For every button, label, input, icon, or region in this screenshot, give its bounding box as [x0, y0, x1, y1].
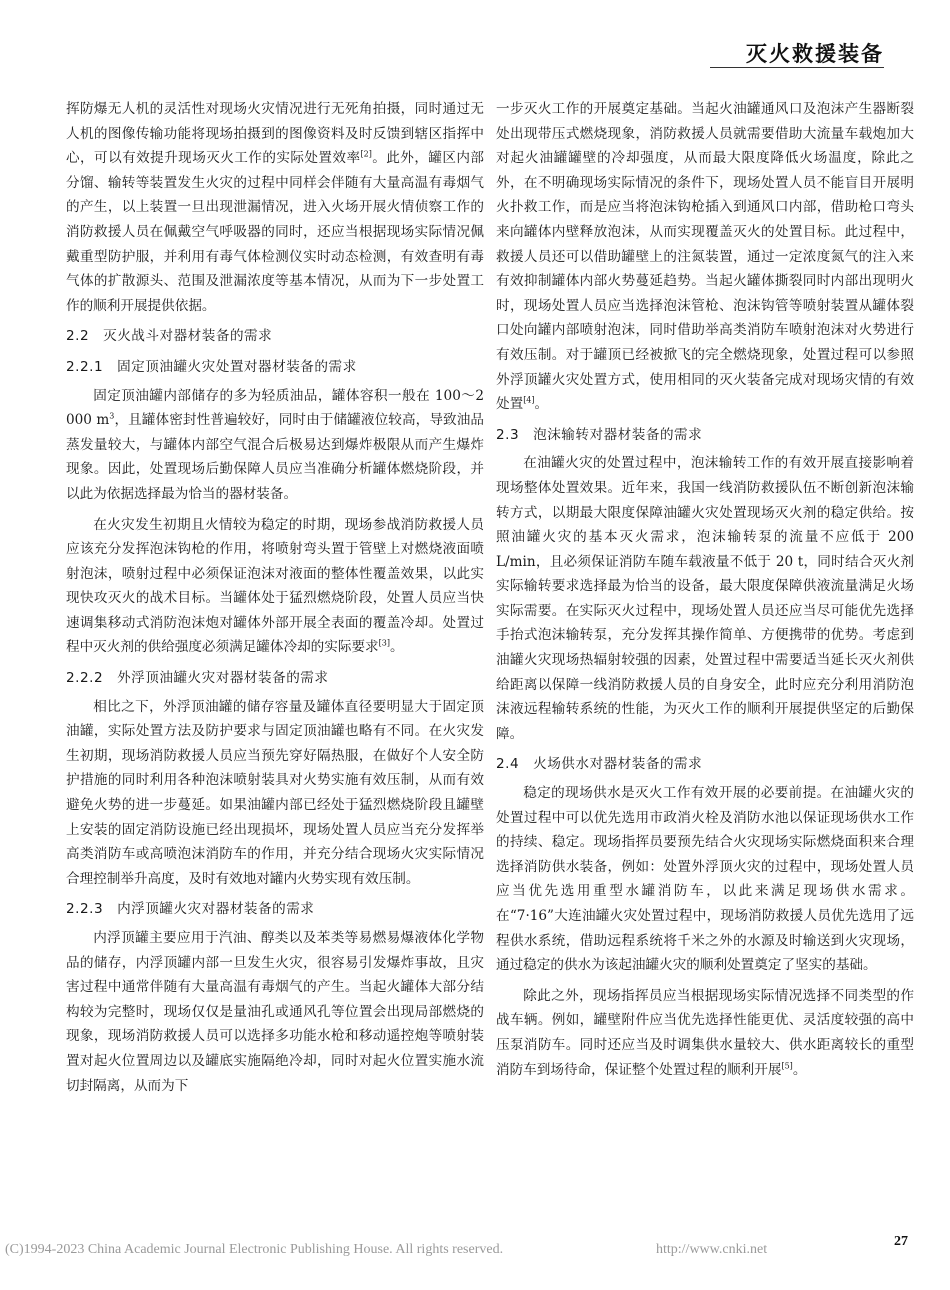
section-heading-2-2: 2.2 灭火战斗对器材装备的需求	[66, 328, 273, 345]
paragraph: 挥防爆无人机的灵活性对现场火灾情况进行无死角拍摄，同时通过无人机的图像传输功能将现场拍摄到的图像资料及时反馈到辖区指挥中心，可以有效提升现场灭火工作的实际处置效率[2]。此外，罐区内部分馏、输转等装置发生火灾的过程中同样会伴随有大量高温有毒烟气的产生，以上装置一旦出现泄漏情况，进入火场开展火情侦察工作的消防救援人员在佩戴空气呼吸器的同时，还应当根据现场实际情况佩戴重型防护服，并利用有毒气体检测仪实时动态检测，有效查明有毒气体的扩散源头、范围及泄漏浓度等基本情况，从而为下一步处置工作的顺利开展提供依据。	[66, 101, 485, 314]
citation[interactable]: [3]	[378, 638, 390, 648]
paragraph: 在油罐火灾的处置过程中，泡沫输转工作的有效开展直接影响着现场整体处置效果。近年来，我国一线消防救援队伍不断创新泡沫输转方式，以期最大限度保障油罐火灾处置现场灭火剂的稳定供给。按照油罐火灾的基本灭火需求，泡沫输转泵的流量不应低于 200 L/min，且必须保证消防车随车载液量不低于 20 t，同时结合灭火剂实际输转要求选择最为恰当的设备，最大限度保障供液流量满足火场实际需要。在实际灭火过程中，现场处置人员还应当尽可能优先选择手抬式泡沫输转泵，充分发挥其操作简单、方便携带的优势。考虑到油罐火灾现场热辐射较强的因素，处置过程中需要适当延长灭火剂供给距离以保障一线消防救援人员的自身安全，此时应充分利用消防泡沫液远程输转系统的性能，为灭火工作的顺利开展提供坚定的后勤保障。	[496, 455, 914, 742]
paragraph: 内浮顶罐主要应用于汽油、醇类以及苯类等易燃易爆液体化学物品的储存，内浮顶罐内部一旦发生火灾，很容易引发爆炸事故，且灾害过程中通常伴随有大量高温有毒烟气的产生。当起火罐体大部分结构较为完整时，现场仅仅是量油孔或通风孔等位置会出现局部燃烧的现象，现场消防救援人员可以选择多功能水枪和移动遥控炮等喷射装置对起火位置周边以及罐底实施隔绝冷却，同时对起火位置实施水流切封隔离，从而为下	[66, 930, 484, 1094]
footer-link[interactable]: http://www.cnki.net	[656, 1242, 768, 1257]
section-heading-2-2-2: 2.2.2 外浮顶油罐火灾对器材装备的需求	[66, 670, 329, 687]
paragraph: 固定顶油罐内部储存的多为轻质油品，罐体容积一般在 100～2 000 $m^3$，且罐体密封性普遍较好，同时由于储罐液位较高，导致油品蒸发量较大，与罐体内部空气混合后极易达到爆炸极限从而产生爆炸现象。因此，处置现场后勤保障人员应当准确分析罐体燃烧阶段，并以此为依据选择最为恰当的器材装备。	[66, 387, 484, 502]
citation[interactable]: [4]	[523, 395, 535, 405]
citation[interactable]: [2]	[360, 149, 372, 159]
paragraph: 相比之下，外浮顶油罐的储存容量及罐体直径要明显大于固定顶油罐，实际处置方法及防护要求与固定顶油罐也略有不同。在火灾发生初期，现场消防救援人员应当预先穿好隔热服，在做好个人安全防护措施的同时利用各种泡沫喷射装具对火势实施有效压制，从而有效避免火势的进一步蔓延。如果油罐内部已经处于猛烈燃烧阶段且罐壁上安装的固定消防设施已经出现损坏，现场处置人员应当充分发挥举高类消防车或高喷泡沫消防车的作用，并充分结合现场火灾实际情况合理控制举升高度，及时有效地对罐内火势实现有效压制。	[66, 698, 484, 887]
paragraph: 除此之外，现场指挥员应当根据现场实际情况选择不同类型的作战车辆。例如，罐壁附件应当优先选择性能更优、灵活度较强的高中压泵消防车。同时还应当及时调集供水量较大、供水距离较长的重型消防车到场待命，保证整个处置过程的顺利开展[5]。	[496, 987, 914, 1078]
paragraph: 在火灾发生初期且火情较为稳定的时期，现场参战消防救援人员应该充分发挥泡沫钩枪的作用，将喷射弯头置于管壁上对燃烧液面喷射泡沫，喷射过程中必须保证泡沫对液面的整体性覆盖效果，以此实现快攻灭火的战术目标。当罐体处于猛烈燃烧阶段，处置人员应当快速调集移动式消防泡沫炮对罐体外部开展全表面的覆盖冷却。处置过程中灭火剂的供给强度必须满足罐体冷却的实际要求[3]。	[66, 516, 484, 656]
section-heading-2-3: 2.3 泡沫输转对器材装备的需求	[496, 426, 703, 443]
section-heading-2-2-3: 2.2.3 内浮顶罐火灾对器材装备的需求	[66, 901, 315, 918]
citation[interactable]: [5]	[781, 1061, 793, 1071]
page-number: 27	[894, 1234, 908, 1249]
header-divider	[710, 67, 884, 68]
paragraph: 稳定的现场供水是灭火工作有效开展的必要前提。在油罐火灾的处置过程中可以优先选用市政消火栓及消防水池以保证现场供水工作的持续、稳定。现场指挥员要预先结合火灾现场实际燃烧面积来合理选择消防供水装备，例如：处置外浮顶火灾的过程中，现场处置人员应当优先选用重型水罐消防车，以此来满足现场供水需求。在“7·16”大连油罐火灾处置过程中，现场消防救援人员优先选用了远程供水系统，借助远程系统将千米之外的水源及时输送到火灾现场，通过稳定的供水为该起油罐火灾的顺利处置奠定了坚实的基础。	[496, 785, 914, 974]
section-heading-2-4: 2.4 火场供水对器材装备的需求	[496, 756, 703, 773]
section-heading-2-2-1: 2.2.1 固定顶油罐火灾处置对器材装备的需求	[66, 358, 357, 375]
paragraph: 一步灭火工作的开展奠定基础。当起火油罐通风口及泡沫产生器断裂处出现带压式燃烧现象，消防救援人员就需要借助大流量车载炮加大对起火油罐罐壁的冷却强度，从而最大限度降低火场温度，除此之外，在不明确现场实际情况的条件下，现场处置人员不能盲目开展明火扑救工作，而是应当将泡沫钩枪插入到通风口内部，借助枪口弯头来向罐体内壁释放泡沫，从而实现覆盖灭火的处置目标。此过程中，救援人员还可以借助罐壁上的注氮装置，通过一定浓度氮气的注入来有效抑制罐体内部火势蔓延趋势。当起火罐体撕裂同时内部出现明火时，现场处置人员应当选择泡沫管枪、泡沫钩管等喷射装置从罐体裂口处向罐内部喷射泡沫，同时借助举高类消防车喷射泡沫对火势进行有效压制。对于罐顶已经被掀飞的完全燃烧现象，处置过程可以参照外浮顶罐火灾处置方式，使用相同的灭火装备完成对现场灾情的有效处置[4]。	[496, 101, 914, 413]
left-column	[66, 97, 484, 1098]
right-column	[496, 97, 914, 1082]
copyright-footer	[0, 1240, 950, 1264]
journal-section-title: 灭火救援装备	[746, 42, 884, 66]
copyright-text: (C)1994-2023 China Academic Journal Electronic Publishing House. All rights reserved.	[5, 1242, 504, 1257]
